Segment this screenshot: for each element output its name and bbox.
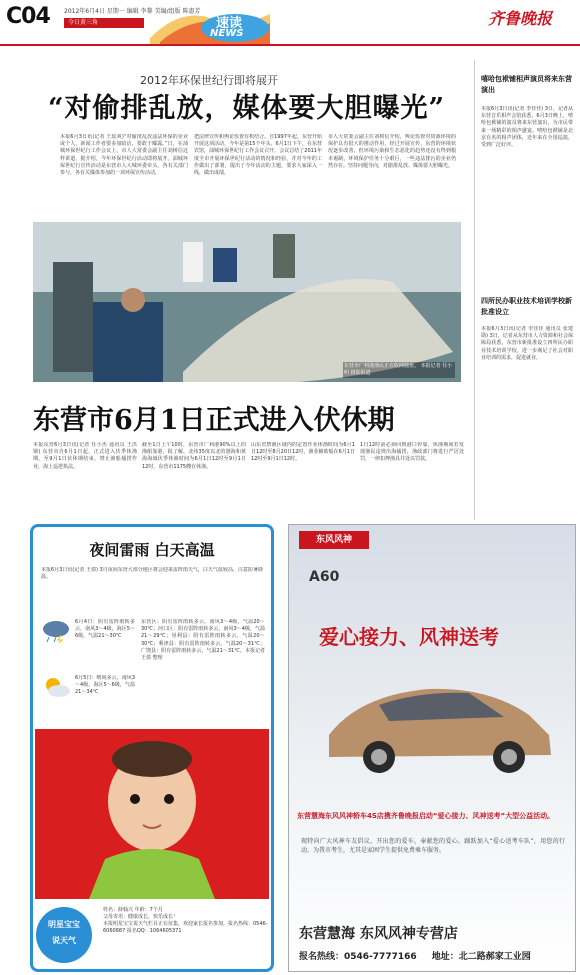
right-news-column — [474, 60, 576, 520]
ad-model: A60 — [309, 569, 340, 585]
article2-column-3: 山东省禁渔区域内的定置作业休渔时间为6月1日12时至8月20日12时，渔业辅助船在6月1日12时至9月1日12时。 — [251, 442, 355, 463]
baby-photo — [35, 729, 269, 899]
address: 北二路郝家工业园 — [458, 952, 531, 962]
phone-number: 0546-7777166 — [344, 952, 417, 962]
baby-name: 姓名：薛翰兴 年龄：7个月 — [103, 907, 163, 913]
banner-subtitle: NEWS — [210, 28, 244, 39]
badge-line-2: 说天气 — [52, 936, 76, 945]
weather-title: 夜间雷雨 白天高温 — [89, 541, 215, 559]
article2-column-2: 截至1日上午10时，东营市广利港90%以上的渔船靠港，报了解，北纬35度以北的渤海和黄海海域伏季休渔时间为6月1日12时至9月1日12时，东营市1175艘在休渔。 — [142, 442, 246, 470]
fishing-photo — [33, 222, 461, 382]
ad-store-name: 东营慧海 东风风神专营店 — [299, 926, 458, 942]
ad-slogan: 爱心接力、风神送考 — [319, 625, 499, 649]
article1-subhead: 2012年环保世纪行即将展开 — [140, 74, 278, 87]
phone-label: 报名热线： — [299, 952, 345, 962]
ad-brand: 东风风神 — [299, 531, 369, 549]
right-headline-2: 四所民办职业技术培训学校新批准设立 — [481, 297, 572, 316]
news-banner — [150, 8, 270, 44]
article1-column-2: 把法律宣传和舆论监督有机结合。自1997年起，东营开始开展这项活动，今年是第15个年头。6月1日下午，在东营宾馆，油城环保世纪行工作会议召开，会议总结了2011年度全市开展环保世纪行活动的情况和经验，并对今年的工作做出了部署，提出了今年活动的主题，要求大家深入一线，做出成绩。 — [194, 134, 322, 177]
weather-day-2: 6月5日：晴间多云，南风3～4级，海区5～6级，气温21～34℃ — [75, 675, 135, 696]
header-meta: 2012年6月4日 星期一 编辑 李黎 美编/组版 陈惠芳 — [64, 8, 201, 15]
weather-intro: 本报6月3日讯(记者 王倩) 3日夜间东营大部分地区将会迎来雷阵雨天气，白天气温较高，注意防暑降温。 — [41, 567, 263, 581]
ad-body: 现特向广大风神车友倡议，开出您的爱车，奉献您的爱心，踊跃加入“爱心送考车队”，用您的行动，为我市考生，尤其是家困学生提供免费乘车服务。 — [301, 838, 565, 854]
article2-column-1: 本报东营6月3日讯(记者 任小杰 通讯员 王洪钢) 东营市自6月1日起，正式进入伏季休渔期。至9月1日伏休期结束，禁止渔船捕捞作业，海上巡逻执法。 — [33, 442, 137, 470]
right-body-1: 本报6月3日讯(记者 李佳佳) 3日，记者从东营音乐相声会馆获悉，6月3日晚上，嘻哈包袱铺的演员将来东营演出，为市民带来一场精彩的相声盛宴。嘻哈包袱铺是北京有名的相声团体，近年来在全国巡演，受到广泛好评。 — [481, 106, 573, 149]
newspaper-logo: 齐鲁晚报 — [488, 9, 553, 28]
rain-cloud-icon — [41, 619, 71, 647]
baby-caption — [103, 907, 268, 935]
article1-column-1: 本报6月3日讯(记者 王瑶爽)“对偷排乱放违法环保的企业或个人，新闻工作者要多加暗访，要敢于曝露。”日，在油城环保世纪行工作会议上，市人大常委会副主任刘树信这样讲道，据介绍，今年环保世纪行活动即将展开。油城环保世纪行宣传活动是东营市人大城环委牵头，各有关部门参与，各有关媒体参加的一项环保宣传活动， — [60, 134, 188, 177]
baby-note: 父母寄语：健康成长，快乐成长！ — [103, 914, 179, 920]
sun-cloud-icon — [41, 675, 71, 703]
right-body-2: 本报6月3日讯(记者 李佳佳 通讯员 张建勋) 3日，记者从东营市人力资源和社会保障局获悉，东营市新批准设立四所民办职业技术培训学校，进一步满足了社会对职业培训的需求，促进就业。 — [481, 326, 573, 361]
article1-headline: “对偷排乱放，媒体要大胆曝光” — [48, 93, 446, 124]
weather-regions: 东营区：阴有雷阵雨转多云，南风3～4级，气温20～30℃；河口区：阴有雷阵雨转多云，南风3～4级，气温21～29℃；垦利县：阴有雷阵雨转多云，气温20～30℃；利津县：阴有雷阵雨转多云，气温20～31℃；广饶县：阴有雷阵雨转多云，气温21～31℃。本报记者 王倩 整理 — [141, 619, 265, 662]
ad-headline: 东营慧海东风风神轿车4S店携齐鲁晚报启动“爱心接力、风神送考”大型公益活动。 — [297, 812, 555, 820]
photo-caption: 东营市广利港渔民正在收网捕鱼。 本报记者 任小明 摄影报道 — [343, 362, 455, 378]
car-image — [319, 665, 559, 785]
weather-box — [30, 524, 274, 972]
banner-title: 速读 — [216, 16, 243, 31]
fishing-photo-image — [33, 222, 461, 382]
baby-photo-image — [35, 729, 269, 899]
page-number: C04 — [6, 4, 50, 29]
baby-info: 本报明星宝宝说天气栏目正在征集，欢迎家长报名参加。报名热线：0546-6060887 报名QQ：1064605371 — [103, 921, 268, 934]
ad-contact — [299, 949, 531, 962]
car-advertisement — [288, 524, 576, 972]
right-headline-1: 嘻哈包袱铺相声演员将来东营演出 — [481, 75, 572, 94]
badge-line-1: 明星宝宝 — [48, 920, 80, 929]
page-header — [0, 0, 580, 46]
star-baby-badge — [33, 905, 95, 965]
weather-day-1: 6月4日：阴有雷阵雨转多云，南风3～4级，海区5～6级，气温21～30℃ — [75, 619, 135, 640]
article1-column-3: 市人大常委会副主任刘树信介绍，舆论监督对资源环境的保护具有很大的推动作用，经过开展宣传，东营的环境状况逐步改善，但环境污染和生态恶化的趋势还没有得到根本遏制，环境保护任务十分艰巨，一些违法排污的企业仍然存在。坚持问题导向，对偷排乱放、媒体要大胆曝光。 — [328, 134, 456, 169]
article2-headline: 东营市6月1日正式进入伏休期 — [33, 405, 395, 436]
section-label: 今日黄三角 — [64, 18, 144, 28]
address-label: 地址： — [431, 952, 459, 962]
article2-column-4: 1日12时前必须回到港口停靠，休渔期间若发现渔民违规出海捕捞，渔政部门将进行严厉处罚，一律扣押渔具并处以罚款。 — [360, 442, 464, 463]
